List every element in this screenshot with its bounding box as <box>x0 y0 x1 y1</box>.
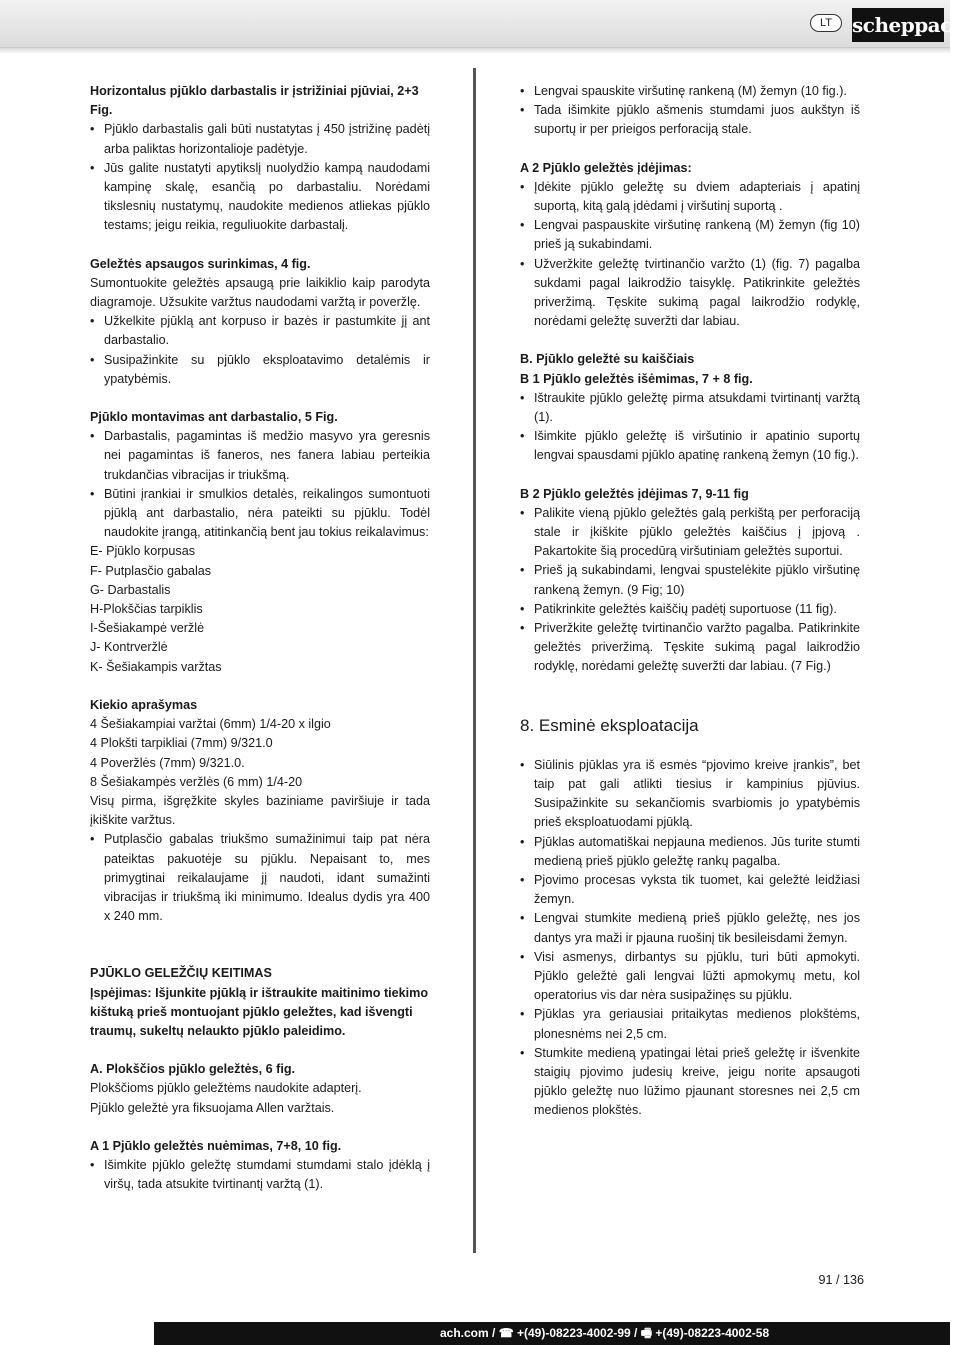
bullet-item: • Lengvai stumkite medieną prieš pjūklo geležtę, nes jos dantys yra maži ir pjauna ruošinį tik besileisdami žemyn. <box>520 909 860 947</box>
section-heading: A 2 Pjūklo geležtės įdėjimas: <box>520 160 692 175</box>
paragraph: Plokščioms pjūklo geležtėms naudokite adapterį. <box>90 1081 362 1096</box>
spacer <box>520 140 860 159</box>
bullet-item: • Lengvai paspauskite viršutinę rankeną (M) žemyn (fig 10) prieš ją sukabindami. <box>520 216 860 254</box>
section-heading: Kiekio aprašymas <box>90 697 198 712</box>
language-badge: LT <box>810 14 842 32</box>
paragraph: Visų pirma, išgręžkite skyles baziniame paviršiuje ir tada įkiškite varžtus. <box>90 793 430 828</box>
bullet-item: • Darbastalis, pagamintas iš medžio masyvo yra geresnis nei pagamintas iš faneros, nes fanera labiau perteikia trukdančias vibracijas ir triukšmą. <box>90 427 430 485</box>
brand-logo: scheppach <box>852 8 944 42</box>
section-heading: A. Plokščios pjūklo geležtės, 6 fig. <box>90 1062 296 1077</box>
spacer <box>520 331 860 350</box>
bullet-item: • Jūs galite nustatyti apytikslį nuolydžio kampą naudodami kampinę skalę, esančią po darbastaliu. Norėdami tikslesnių nustatymų, naudokite medienos atliekas pjūklo testams; jeigu reikia, reguliuokite darbastalį. <box>90 159 430 236</box>
paragraph: H-Plokščias tarpiklis <box>90 602 203 617</box>
paragraph: 4 Šešiakampiai varžtai (6mm) 1/4-20 x ilgio <box>90 717 331 732</box>
section-heading: A 1 Pjūklo geležtės nuėmimas, 7+8, 10 fig. <box>90 1138 342 1153</box>
paragraph: 4 Poveržlės (7mm) 9/321.0. <box>90 755 245 770</box>
bullet-item: • Siūlinis pjūklas yra iš esmės “pjovimo kreive įrankis”, bet taip pat gali atlikti tiesius ir kampinius pjūvius. Susipažinkite su sekančiomis svarbiomis jo ypatybėmis prieš eksploatuodami pjūklą. <box>520 756 860 833</box>
bullet-item: • Išimkite pjūklo geležtę iš viršutinio ir apatinio suportų lengvai spausdami pjūklo apatinę rankeną žemyn (10 fig.). <box>520 427 860 465</box>
section-heading: B 1 Pjūklo geležtės išėmimas, 7 + 8 fig. <box>520 371 753 386</box>
bullet-item: • Visi asmenys, dirbantys su pjūklu, turi būti apmokyti. Pjūklo geležtė gali lengvai lūžti apmokymų metu, kol operatorius vis dar nėra susipažinęs su pjūklu. <box>520 948 860 1006</box>
paragraph: J- Kontrveržlė <box>90 640 168 655</box>
paragraph: G- Darbastalis <box>90 582 171 597</box>
spacer <box>90 1041 430 1060</box>
spacer <box>520 677 860 696</box>
section-heading: Horizontalus pjūklo darbastalis ir įstrižiniai pjūviai, 2+3 Fig. <box>90 84 419 118</box>
paragraph: K- Šešiakampis varžtas <box>90 659 222 674</box>
page-number: 91 / 136 <box>818 1273 864 1287</box>
bullet-item: • Išimkite pjūklo geležtę stumdami stumdami stalo įdėklą į viršų, tada atsukite tvirtinantį varžtą (1). <box>90 1156 430 1194</box>
header-shadow <box>0 48 950 54</box>
section-heading: B. Pjūklo geležtė su kaiščiais <box>520 352 695 367</box>
paragraph: 4 Plokšti tarpikliai (7mm) 9/321.0 <box>90 736 273 751</box>
bullet-item: • Ištraukite pjūklo geležtę pirma atsukdami tvirtinantį varžtą (1). <box>520 389 860 427</box>
bullet-item: • Užveržkite geležtę tvirtinančio varžto (1) (fig. 7) pagalba sukdami pagal laikrodžio taisyklę. Patikrinkite geležtės priveržimą. Tęskite sukimą pagal laikrodžio rodyklę, norėdami geležtę suveržti dar labiau. <box>520 255 860 332</box>
paragraph: 8 Šešiakampės veržlės (6 mm) 1/4-20 <box>90 774 303 789</box>
spacer <box>90 236 430 255</box>
footer-bar <box>0 1322 950 1345</box>
bullet-item: • Susipažinkite su pjūklo eksploatavimo detalėmis ir ypatybėmis. <box>90 351 430 389</box>
bullet-item: • Pjūklas yra geriausiai pritaikytas medienos plokštėms, plonesnėms nei 2,5 cm. <box>520 1005 860 1043</box>
bullet-item: • Būtini įrankiai ir smulkios detalės, reikalingos sumontuoti pjūklą ant darbastalio, nėra pateikti su pjūklu. Todėl naudokite įrangą, atitinkančią bent jau tokius reikalavimus: <box>90 485 430 543</box>
chapter-title: 8. Esminė eksploatacija <box>520 715 699 735</box>
bullet-item: • Tada išimkite pjūklo ašmenis stumdami juos aukštyn iš suportų ir per prieigos perforaciją stale. <box>520 101 860 139</box>
section-heading: Pjūklo montavimas ant darbastalio, 5 Fig. <box>90 410 338 425</box>
bullet-item: • Putplasčio gabalas triukšmo sumažinimui taip pat nėra pateiktas pakuotėje su pjūklu. Nepaisant to, mes primygtinai reikalaujame jį naudoti, idant sumažinti vibracijas ir triukšmą iki minimumo. Idealus dydis yra 400 x 240 mm. <box>90 830 430 926</box>
bullet-item: • Pjūklo darbastalis gali būti nustatytas į 450 įstrižinę padėtį arba paliktas horizontalioje padėtyje. <box>90 120 430 158</box>
footer-contact: ach.com / ☎ +(49)-08223-4002-99 / 🖷 +(49)-08223-4002-58 <box>440 1326 770 1340</box>
section-heading: Įspėjimas: Išjunkite pjūklą ir ištraukite maitinimo tiekimo kištuką prieš montuojant pjūklo geležtes, kad išvengti traumų, sukeltų nelaukto pjūklo paleidimo. <box>90 985 429 1038</box>
bullet-item: • Priveržkite geležtę tvirtinančio varžto pagalba. Patikrinkite geležtės priveržimą. Tęskite sukimą pagal laikrodžio rodyklę, norėdami geležtę suveržti dar labiau. (7 Fig.) <box>520 619 860 677</box>
bullet-item: • Palikite vieną pjūklo geležtės galą perkištą per perforaciją stale ir įkiškite pjūklo geležtės kaiščius į įpjovą . Pakartokite šią procedūrą viršutiniam geležtės suportui. <box>520 504 860 562</box>
footer-white-block <box>0 1322 154 1345</box>
paragraph: F- Putplasčio gabalas <box>90 563 212 578</box>
bullet-item: • Pjūklas automatiškai nepjauna medienos. Jūs turite stumti medieną prieš pjūklo geležtę rankų pagalba. <box>520 833 860 871</box>
header-band <box>0 0 950 48</box>
spacer <box>90 677 430 696</box>
paragraph: I-Šešiakampė veržlė <box>90 621 205 636</box>
bullet-item: • Stumkite medieną ypatingai lėtai prieš geležtę ir išvenkite staigių pjovimo judesių kreive, jeigu norite apsaugoti pjūklo geležtę nuo lūžimo pjaunant storesnes nei 2,5 cm medienos plokštės. <box>520 1044 860 1121</box>
section-heading: B 2 Pjūklo geležtės įdėjimas 7, 9-11 fig <box>520 486 749 501</box>
section-heading: Geležtės apsaugos surinkimas, 4 fig. <box>90 256 311 271</box>
spacer <box>90 945 430 964</box>
spacer <box>520 696 860 715</box>
paragraph: E- Pjūklo korpusas <box>90 544 195 559</box>
spacer <box>90 389 430 408</box>
paragraph: Pjūklo geležtė yra fiksuojama Allen varžtais. <box>90 1100 335 1115</box>
bullet-item: • Įdėkite pjūklo geležtę su dviem adapteriais į apatinį suportą, kitą galą įdėdami į viršutinį suportą . <box>520 178 860 216</box>
paragraph: Sumontuokite geležtės apsaugą prie laikiklio kaip parodyta diagramoje. Užsukite varžtus naudodami varžtą ir poveržlę. <box>90 275 430 310</box>
column-divider <box>473 68 476 1253</box>
spacer <box>520 466 860 485</box>
right-column <box>520 82 860 1121</box>
bullet-item: • Lengvai spauskite viršutinę rankeną (M) žemyn (10 fig.). <box>520 82 860 101</box>
bullet-item: • Pjovimo procesas vyksta tik tuomet, kai geležtė leidžiasi žemyn. <box>520 871 860 909</box>
spacer <box>90 1118 430 1137</box>
spacer <box>520 737 860 756</box>
bullet-item: • Patikrinkite geležtės kaiščių padėtį suportuose (11 fig). <box>520 600 860 619</box>
spacer <box>90 926 430 945</box>
section-heading: PJŪKLO GELEŽČIŲ KEITIMAS <box>90 966 272 981</box>
bullet-item: • Prieš ją sukabindami, lengvai spustelėkite pjūklo viršutinę rankeną žemyn. (9 Fig; 10) <box>520 561 860 599</box>
bullet-item: • Užkelkite pjūklą ant korpuso ir bazės ir pastumkite jį ant darbastalio. <box>90 312 430 350</box>
left-column <box>90 82 430 1194</box>
